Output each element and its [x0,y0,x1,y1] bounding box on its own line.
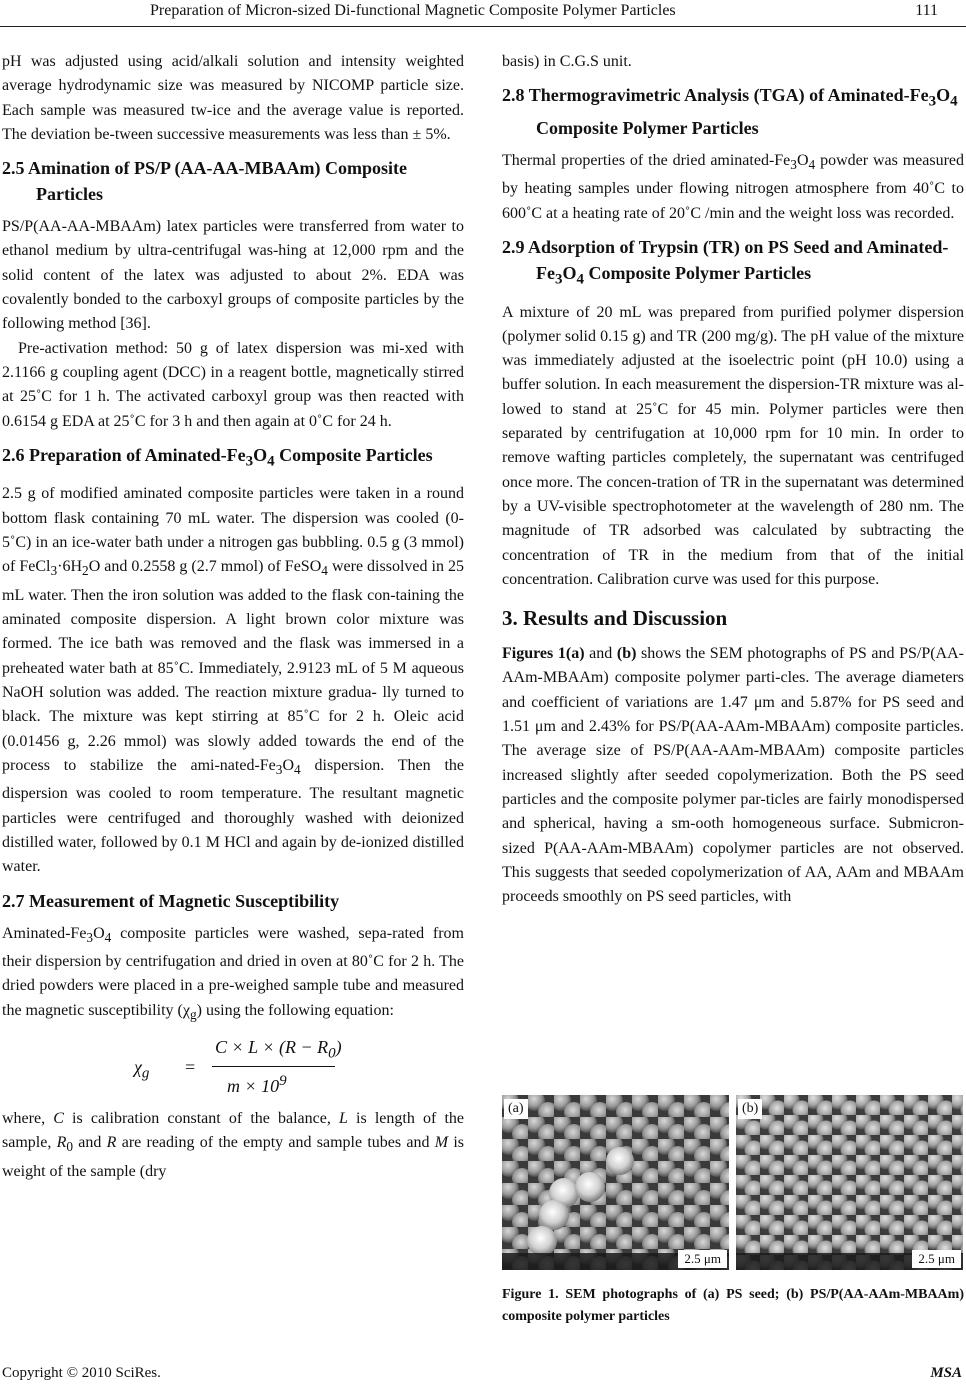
panel-label-b: (b) [738,1099,762,1119]
section-title-part: Composite Polymer Particles [536,117,759,138]
panel-label-a: (a) [504,1099,528,1119]
section-title-part: Composite Particles [274,444,433,465]
subscript: 3 [245,453,254,470]
variable: R [106,1134,117,1152]
continued-paragraph: basis) in C.G.S unit. [502,53,632,70]
section-3-heading: 3. Results and Discussion [502,606,728,631]
equation-definitions [2,1107,464,1184]
section-number: 2.7 [2,890,25,911]
section-2-8-paragraph [502,149,964,226]
page-header [0,0,966,30]
text-run: ) using the following equation: [196,1001,394,1019]
text-run: are reading of the empty and sample tubes and [116,1134,435,1152]
text-run: (R − R [278,1037,329,1058]
sem-image-ps-seed [502,1095,729,1270]
subscript: 3 [86,929,94,945]
text-run: and [73,1134,107,1152]
section-2-7-paragraph [2,922,464,1028]
section-3-paragraph [502,642,964,909]
section-title-part: Adsorption of Trypsin (TR) on PS Seed and Aminated-Fe [528,236,949,283]
figure-caption: Figure 1. SEM photographs of (a) PS seed; (b) PS/P(AA-AAm-MBAAm) composite polymer particles [502,1287,964,1324]
scale-bar-label-a: 2.5 μm [678,1250,727,1268]
section-title-part: Thermogravimetric Analysis (TGA) of Aminated-Fe [528,85,929,106]
subscript: 0 [328,1045,336,1062]
subscript: 4 [267,453,275,470]
section-title-part: O [562,262,577,283]
fraction-bar [212,1066,335,1067]
variable: R [56,1134,67,1152]
subscript: 3 [275,762,283,778]
text-run: were dissolved in 25 mL water. Then the iron solution was added to the flask con-taining the aminated composite dispersion. A light brown color mixture was formed. The ice bath was removed and the flask was immersed in a preheated water bath at 85˚C. Immediately, 2.9123 mL of 5 M aqueous NaOH solution was added. The reaction mixture gradua- lly turned to black. The mixture was kept stirring at 85˚C for 2 h. Oleic acid (0.01456 g, 2.26 mmol) was slowly added towards the end of the process to stabilize the ami-nated-Fe [2,558,464,774]
subscript: g [189,1006,197,1022]
text-run: ) [335,1037,342,1058]
text-run: composite particles were washed, sepa-rated from their dispersion by centrifugation and dried in oven at 80˚C for 2 h. The dried powders were placed in a pre-weighed sample tube and measured the magnetic susceptibility (χ [2,924,464,1019]
right-column [502,50,964,909]
subscript: 4 [576,271,584,288]
subscript: g [141,1065,150,1082]
text-run: is weight of the sample (dry [2,1134,465,1180]
copyright-notice: Copyright © 2010 SciRes. [2,1365,161,1381]
sem-image-composite [736,1095,963,1270]
variable: C [53,1110,64,1128]
section-2-5-paragraph-2: Pre-activation method: 50 g of latex dispersion was mi-xed with 2.1166 g coupling agent (DCC) in a reagent bottle, magnetically stirred at 25˚C for 1 h. The activated carboxyl group was then reacted with 0.6154 g EDA at 25˚C for 3 h and then again at 0˚C for 24 h. [2,339,464,430]
chi-symbol: χ [134,1057,142,1078]
section-number: 2.9 [502,236,525,257]
running-title: Preparation of Micron-sized Di-functional Magnetic Composite Polymer Particles [150,2,676,19]
text-run: and [584,645,617,663]
equation-lhs [134,1055,149,1086]
text-run: O [282,756,295,774]
text-run: powder was measured by heating samples under flowing nitrogen atmosphere from 40˚C to 600˚C at a heating rate of 20˚C /min and the weight loss was recorded. [502,151,965,222]
section-title-part: O [253,444,268,465]
text-run: O [796,151,809,169]
variable: L [339,1110,348,1128]
section-number: 2.8 [502,85,525,106]
figure-reference: (b) [616,645,637,663]
left-column [2,50,464,1184]
subscript: 4 [321,563,328,579]
page-number: 111 [915,2,938,19]
subscript: 4 [294,762,301,778]
section-2-7-heading [2,888,464,914]
equation-numerator [215,1035,342,1066]
text-run: dispersion. Then the dispersion was cooled to room temperature. The resultant magnetic particles were centrifuged and thoroughly washed with deionized distilled water, followed by 0.1 M HCl and again by de-ionized distilled water. [2,756,465,876]
section-2-6-paragraph [2,482,464,879]
section-title: Amination of PS/P (AA-AA-MBAAm) Composite Particles [28,158,407,205]
section-2-6-heading [2,442,464,475]
equals-sign: = [185,1057,196,1078]
text-run: Thermal properties of the dried aminated-Fe [502,151,791,169]
figure-1 [502,1095,964,1275]
text-run: ·6H [57,558,83,576]
page-footer [0,1365,966,1385]
section-2-9-heading [502,234,964,293]
header-rule [0,26,966,27]
text-run: where, [2,1110,54,1128]
section-2-5-paragraph-1: PS/P(AA-AA-MBAAm) latex particles were transferred from water to ethanol medium by ultra-centrifugal was-hing at 12,000 rpm and the solid content of the latex was adjusted to about 2%. EDA was covalently bonded to the carboxyl groups of composite particles by the following method [36]. [2,218,464,333]
subscript: 4 [950,93,958,110]
text-run: m × 10 [227,1076,280,1097]
intro-paragraph: pH was adjusted using acid/alkali solution and intensity weighted average hydrodynamic size was measured by NICOMP particle size. Each sample was measured tw-ice and the average value is reported. The deviation be-tween successive measurements was less than ± 5%. [2,53,464,143]
equation-denominator [227,1069,287,1098]
text-run: C × L × [215,1037,279,1058]
sem-micrograph-a [502,1095,729,1270]
section-title-part: O [936,85,951,106]
subscript: 3 [50,563,58,579]
text-run: is calibration constant of the balance, [63,1110,339,1128]
text-run: O [93,924,105,942]
section-2-8-heading [502,82,964,141]
subscript: 4 [104,929,112,945]
section-number: 2.5 [2,158,25,179]
section-2-9-paragraph: A mixture of 20 mL was prepared from purified polymer dispersion (polymer solid 0.15 g) and TR (200 mg/g). The pH value of the mixture was immediately adjusted at the isoelectric point (pH 10.0) using a buffer solution. In each measurement the dispersion-TR mixture was al-lowed to stand at 25˚C for 45 min. Polymer particles were then separated by centrifugation at 10,000 rpm for 10 min. In order to remove wafting particles completely, the supernatant was centrifuged once more. The concen-tration of TR in the supernatant was determined by a UV-visible spectrophotometer at the wavelength of 280 nm. The magnitude of TR adsorbed was calculated by subtracting the concentration of TR in the medium from that of the initial concentration. Calibration curve was used for this purpose. [502,303,964,588]
section-title-part: Composite Polymer Particles [584,262,812,283]
section-title: Measurement of Magnetic Susceptibility [29,890,340,911]
subscript: 3 [790,157,797,173]
subscript: 4 [808,157,816,173]
figure-reference: Figures 1(a) [502,645,585,663]
section-2-5-heading [2,155,464,207]
subscript: 2 [82,563,89,579]
text-run: is length of the sample, [2,1110,464,1152]
text-run: shows the SEM photographs of PS and PS/P(AA-AAm-MBAAm) composite polymer parti-cles. The average diameters and coefficient of variations are 1.47 μm and 5.87% for PS seed and 1.51 μm and 2.43% for PS/P(AA-AAm-MBAAm) composite particles. The average size of PS/P(AA-AAm-MBAAm) composite particles increased slightly after seeded copolymerization. Both the PS seed particles and the composite polymer par-ticles are fairly monodispersed and spherical, having a sm-ooth homogeneous surface. Submicron-sized P(AA-AAm-MBAAm) copolymer particles are not observed. This suggests that seeded copolymerization of AA, AAm and MBAAm proceeds smoothly on PS seed particles, with [502,645,964,906]
journal-abbreviation: MSA [930,1365,962,1381]
subscript: 3 [928,93,937,110]
text-run: 2.5 g of modified aminated composite particles were taken in a round bottom flask containing 70 mL water. The dispersion was cooled (0-5˚C) in an ice-water bath under a nitrogen gas bubbling. 0.5 g (3 mmol) of FeCl [2,485,464,576]
variable: M [434,1134,449,1152]
sem-micrograph-b [736,1095,963,1270]
superscript: 9 [279,1073,287,1090]
scale-bar-label-b: 2.5 μm [912,1250,961,1268]
text-run: Aminated-Fe [2,924,87,942]
susceptibility-equation [2,1035,464,1101]
subscript: 0 [66,1139,74,1155]
text-run: O and 0.2558 g (2.7 mmol) of FeSO [88,558,322,576]
subscript: 3 [554,271,563,288]
section-title-part: Preparation of Aminated-Fe [29,444,246,465]
section-number: 2.6 [2,444,25,465]
